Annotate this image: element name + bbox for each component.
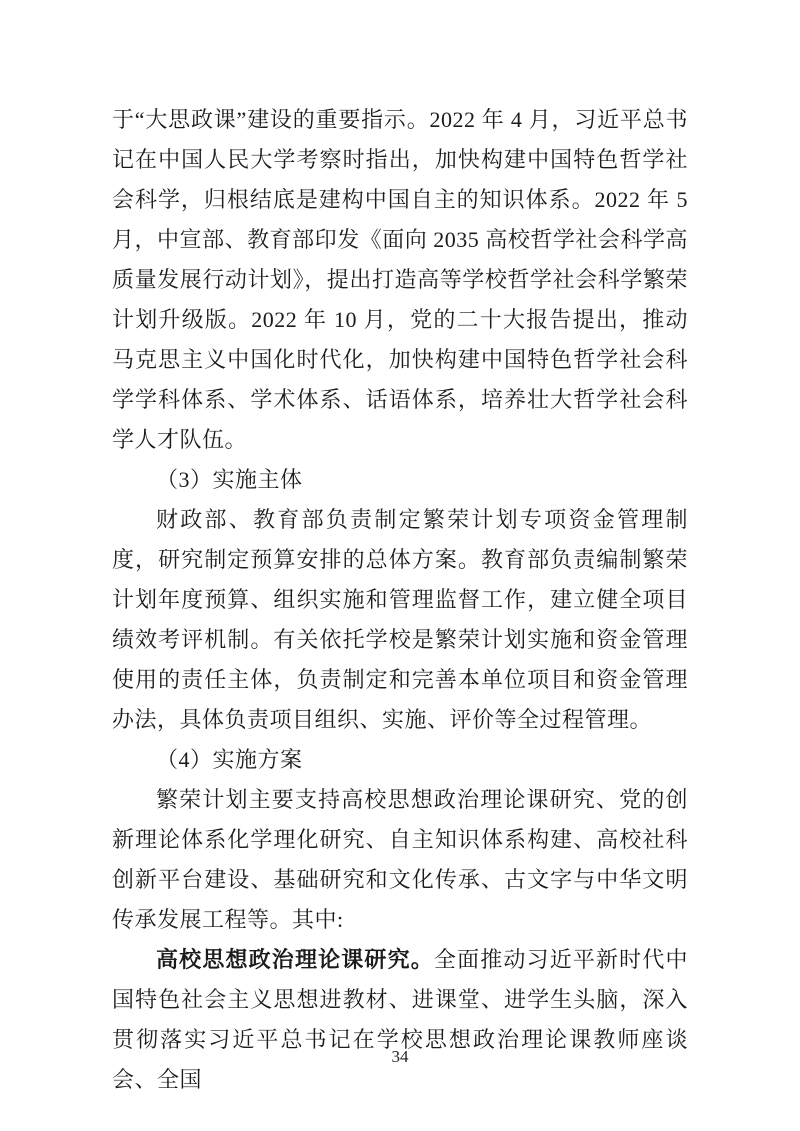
- section-heading-3-implementing-body: （3）实施主体: [156, 467, 303, 492]
- document-body: [112, 100, 688, 1100]
- paragraph-plan-scope: 繁荣计划主要支持高校思想政治理论课研究、党的创新理论体系化学理化研究、自主知识体系构建、高校社科创新平台建设、基础研究和文化传承、古文字与中华文明传承发展工程等。其中:: [112, 787, 688, 932]
- paragraph-continuation-intro: 于“大思政课”建设的重要指示。2022 年 4 月，习近平总书记在中国人民大学考察时指出，加快构建中国特色哲学社会科学，归根结底是建构中国自主的知识体系。2022 年 5 月，中宣部、教育部印发《面向 2035 高校哲学社会科学高质量发展行动计划》，提出打造高等学校哲学社会科学繁荣计划升级版。2022 年 10 月，党的二十大报告提出，推动马克思主义中国化时代化，加快构建中国特色哲学社会科学学科体系、学术体系、话语体系，培养壮大哲学社会科学人才队伍。: [112, 107, 688, 452]
- paragraph-bold-lead-continuation: 全面推动习近平新时代中国特色社会主义思想进教材、进课堂、进学生头脑，深入贯彻落实习近平总书记在学校思想政治理论课教师座谈会、全国: [112, 947, 688, 1092]
- page-number: 34: [391, 1047, 409, 1066]
- paragraph-implementing-body-detail: 财政部、教育部负责制定繁荣计划专项资金管理制度，研究制定预算安排的总体方案。教育部负责编制繁荣计划年度预算、组织实施和管理监督工作，建立健全项目绩效考评机制。有关依托学校是繁荣计划实施和资金管理使用的责任主体，负责制定和完善本单位项目和资金管理办法，具体负责项目组织、实施、评价等全过程管理。: [112, 507, 688, 732]
- section-heading-4-implementation-plan: （4）实施方案: [156, 747, 303, 772]
- paragraph-bold-lead: 高校思想政治理论课研究。: [156, 947, 434, 972]
- page-footer: [0, 1039, 800, 1131]
